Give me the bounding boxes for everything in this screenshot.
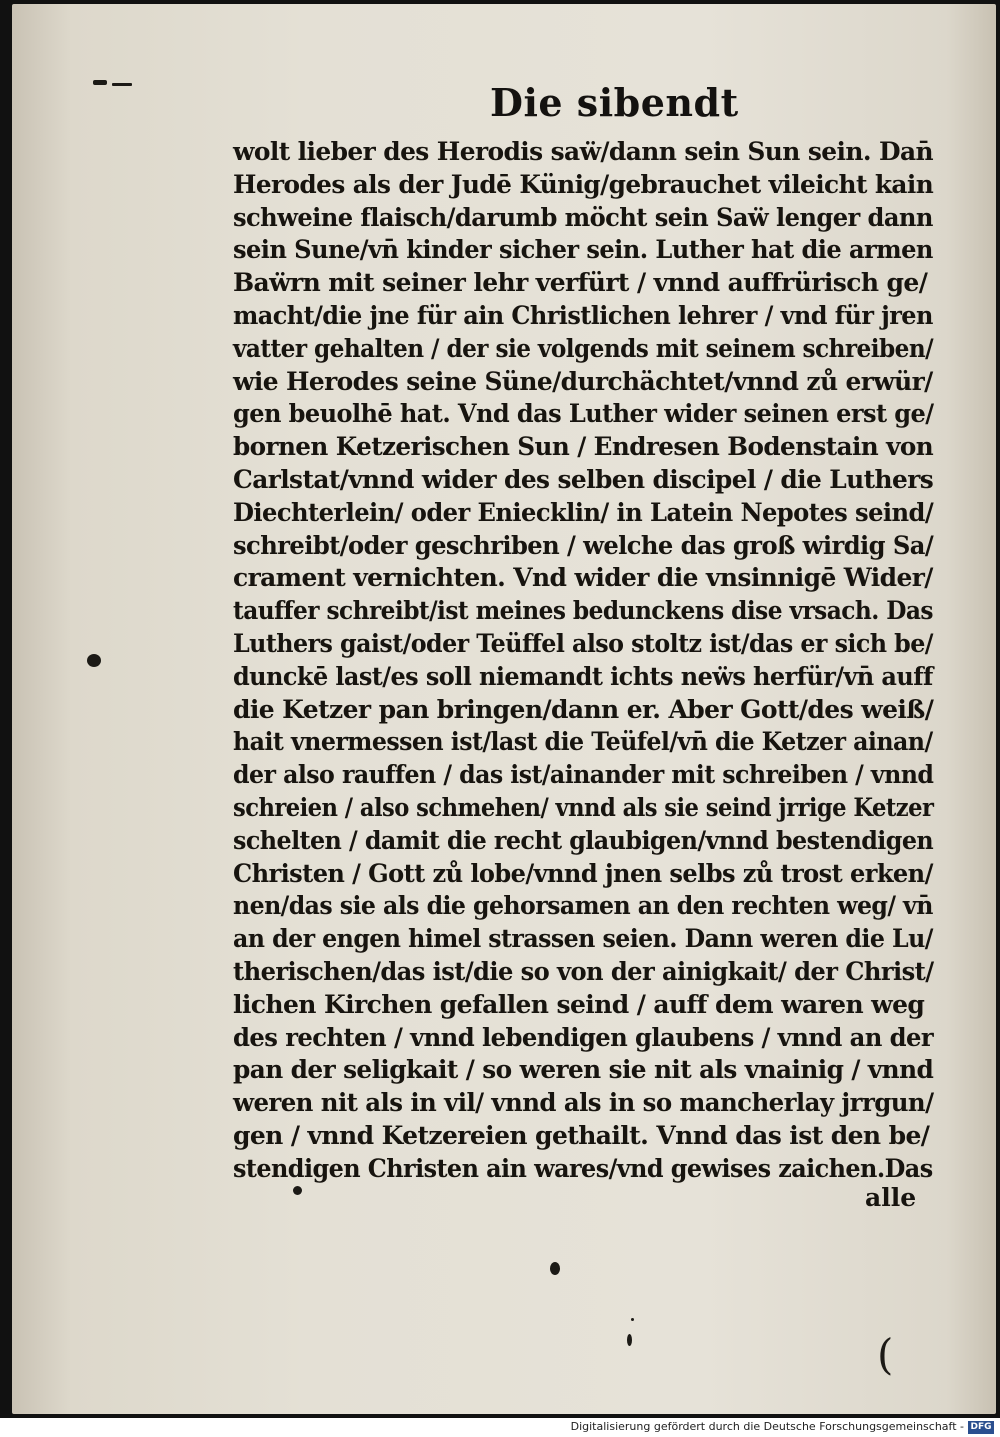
ink-spot [627,1334,632,1346]
text-line: tauffer schreibt/ist meines bedunckens dise vrsach. Das [233,596,933,626]
dfg-logo-icon: DFG [968,1421,994,1434]
text-line: schelten / damit die recht glaubigen/vnnd bestendigen [233,825,934,855]
text-line: macht/die jne für ain Christlichen lehrer / vnd für jren [233,300,933,330]
text-line: Luthers gaist/oder Teüffel also stoltz ist/das er sich be/ [233,628,933,658]
text-line: schweine flaisch/darumb möcht sein Saẅ lenger dann [233,202,933,232]
catchword: alle [865,1183,917,1212]
text-line: Herodes als der Judē Künig/gebrauchet vileicht kain [233,169,934,199]
text-line: therischen/das ist/die so von der ainigkait/ der Christ/ [233,956,934,986]
text-line: schreien / also schmehen/ vnnd als sie seind jrrige Ketzer [233,792,934,822]
ink-spot [293,1186,302,1195]
text-line: gen beuolhē hat. Vnd das Luther wider seinen erst ge/ [233,399,934,429]
text-line: lichen Kirchen gefallen seind / auff dem waren weg [233,989,925,1019]
funding-credit: Digitalisierung gefördert durch die Deutsche Forschungsgemeinschaft - [570,1420,964,1433]
text-line: Christen / Gott zů lobe/vnnd jnen selbs zů trost erken/ [233,858,933,888]
ink-spot [93,80,107,85]
text-line: des rechten / vnnd lebendigen glaubens / vnnd an der [233,1022,934,1052]
text-line: sein Sune/vn̄ kinder sicher sein. Luther hat die armen [233,235,933,265]
text-block [233,136,933,1186]
text-line: dunckē last/es soll niemandt ichts neẅs herfür/vn̄ auff [233,661,933,691]
text-line: hait vnermessen ist/last die Teüfel/vn̄ die Ketzer ainan/ [233,727,933,757]
text-line: gen / vnnd Ketzereien gethailt. Vnnd das ist den be/ [233,1120,930,1150]
text-line: weren nit als in vil/ vnnd als in so mancherlay jrrgun/ [233,1088,934,1118]
text-line: vatter gehalten / der sie volgends mit seinem schreiben/ [233,333,934,363]
text-line: die Ketzer pan bringen/dann er. Aber Gott/des weiß/ [233,694,934,724]
text-line: bornen Ketzerischen Sun / Endresen Bodenstain von [233,432,934,462]
text-line: pan der seligkait / so weren sie nit als vnainig / vnnd [233,1055,934,1085]
text-line: schreibt/oder geschriben / welche das groß wirdig Sa/ [233,530,934,560]
text-line: der also rauffen / das ist/ainander mit schreiben / vnnd [233,760,934,790]
text-line: nen/das sie als die gehorsamen an den rechten weg/ vn̄ [233,891,933,921]
text-line: Diechterlein/ oder Eniecklin/ in Latein Nepotes seind/ [233,497,934,527]
text-line: wie Herodes seine Süne/durchächtet/vnnd zů erwür/ [233,366,933,396]
ink-spot [631,1318,634,1321]
page-header: Die sibendt [490,80,739,125]
ink-spot [112,83,132,86]
text-line: Carlstat/vnnd wider des selben discipel / die Luthers [233,464,934,494]
text-line: wolt lieber des Herodis saẅ/dann sein Sun sein. Dan̄ [233,137,934,166]
text-line: crament vernichten. Vnd wider die vnsinnigē Wider/ [233,563,933,593]
text-line: Baẅrn mit seiner lehr verfürt / vnnd auffrürisch ge/ [233,268,928,298]
ink-spot [550,1262,560,1275]
footer-bar [0,1418,1000,1437]
ink-stroke: ( [877,1330,894,1379]
text-line: stendigen Christen ain wares/vnd gewises zaichen.Das [233,1153,933,1183]
text-line: an der engen himel strassen seien. Dann weren die Lu/ [233,924,933,954]
ink-spot [87,654,101,667]
